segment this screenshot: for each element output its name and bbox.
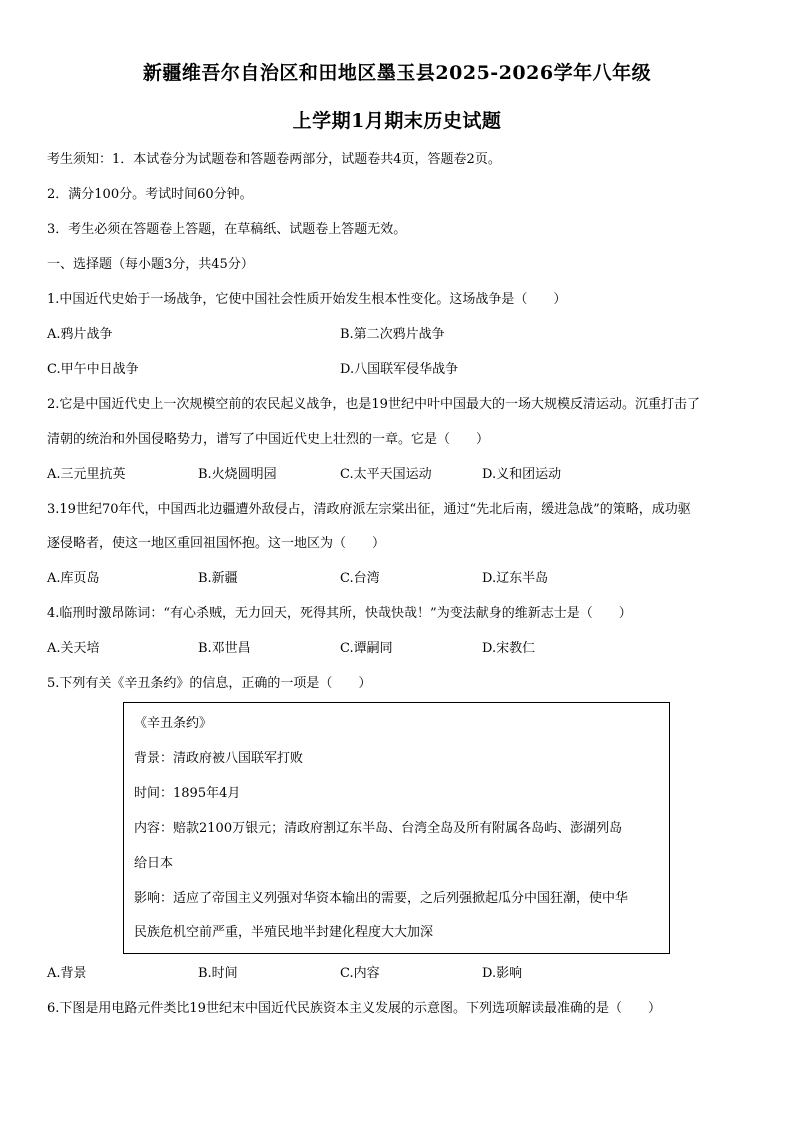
treaty-box-content-line-2: 给日本 — [134, 856, 174, 871]
question-1-option-d: D.八国联军侵华战争 — [340, 362, 459, 377]
question-3-option-b: B.新疆 — [198, 571, 238, 586]
question-5-option-c: C.内容 — [340, 966, 380, 981]
question-3-stem-line-2: 逐侵略者，使这一地区重回祖国怀抱。这一地区为（ ） — [47, 536, 386, 551]
treaty-box-impact-line-1: 影响：适应了帝国主义列强对华资本输出的需要，之后列强掀起瓜分中国狂潮，使中华 — [134, 891, 629, 906]
question-2-stem-line-1: 2.它是中国近代史上一次规模空前的农民起义战争，也是19世纪中叶中国最大的一场大规模反清运动。沉重打击了 — [47, 397, 700, 412]
exam-note-1: 考生须知：1．本试卷分为试题卷和答题卷两部分，试题卷共4页，答题卷2页。 — [47, 152, 501, 167]
question-2-option-c: C.太平天国运动 — [340, 467, 432, 482]
treaty-info-box — [123, 702, 670, 954]
exam-note-3: 3．考生必须在答题卷上答题，在草稿纸、试题卷上答题无效。 — [47, 222, 407, 237]
question-3-stem-line-1: 3.19世纪70年代，中国西北边疆遭外敌侵占，清政府派左宗棠出征，通过“先北后南，缓进急战”的策略，成功驱 — [47, 502, 691, 517]
question-4-option-a: A.关天培 — [47, 641, 100, 656]
section-heading: 一、选择题（每小题3分，共45分） — [47, 257, 254, 272]
question-3-option-d: D.辽东半岛 — [482, 571, 549, 586]
question-3-option-c: C.台湾 — [340, 571, 380, 586]
question-5-option-a: A.背景 — [47, 966, 87, 981]
treaty-box-content-line-1: 内容：赔款2100万银元；清政府割辽东半岛、台湾全岛及所有附属各岛屿、澎湖列岛 — [134, 821, 623, 836]
exam-note-2: 2．满分100分。考试时间60分钟。 — [47, 187, 253, 202]
exam-title-line-1: 新疆维吾尔自治区和田地区墨玉县2025-2026学年八年级 — [142, 62, 652, 84]
treaty-box-impact-line-2: 民族危机空前严重，半殖民地半封建化程度大大加深 — [134, 925, 434, 940]
question-3-option-a: A.库页岛 — [47, 571, 100, 586]
treaty-box-time: 时间：1895年4月 — [134, 786, 241, 801]
treaty-box-background: 背景：清政府被八国联军打败 — [134, 751, 304, 766]
question-1-option-a: A.鸦片战争 — [47, 327, 113, 342]
question-1-stem: 1.中国近代史始于一场战争，它使中国社会性质开始发生根本性变化。这场战争是（ ） — [47, 292, 567, 307]
exam-title-line-2: 上学期1月期末历史试题 — [292, 110, 502, 132]
question-1-option-c: C.甲午中日战争 — [47, 362, 139, 377]
treaty-box-title: 《辛丑条约》 — [134, 716, 213, 731]
question-4-option-c: C.谭嗣同 — [340, 641, 393, 656]
question-6-stem: 6.下图是用电路元件类比19世纪末中国近代民族资本主义发展的示意图。下列选项解读最准确的是（ ） — [47, 1001, 661, 1016]
question-5-option-d: D.影响 — [482, 966, 523, 981]
question-2-option-d: D.义和团运动 — [482, 467, 562, 482]
question-4-option-b: B.邓世昌 — [198, 641, 251, 656]
question-5-stem: 5.下列有关《辛丑条约》的信息，正确的一项是（ ） — [47, 676, 372, 691]
question-4-option-d: D.宋教仁 — [482, 641, 536, 656]
question-2-option-b: B.火烧圆明园 — [198, 467, 277, 482]
question-1-option-b: B.第二次鸦片战争 — [340, 327, 445, 342]
question-2-option-a: A.三元里抗英 — [47, 467, 126, 482]
question-5-option-b: B.时间 — [198, 966, 238, 981]
question-2-stem-line-2: 清朝的统治和外国侵略势力，谱写了中国近代史上壮烈的一章。它是（ ） — [47, 432, 490, 447]
question-4-stem: 4.临刑时激昂陈词：“有心杀贼，无力回天，死得其所，快哉快哉！”为变法献身的维新志士是（ ） — [47, 606, 632, 621]
